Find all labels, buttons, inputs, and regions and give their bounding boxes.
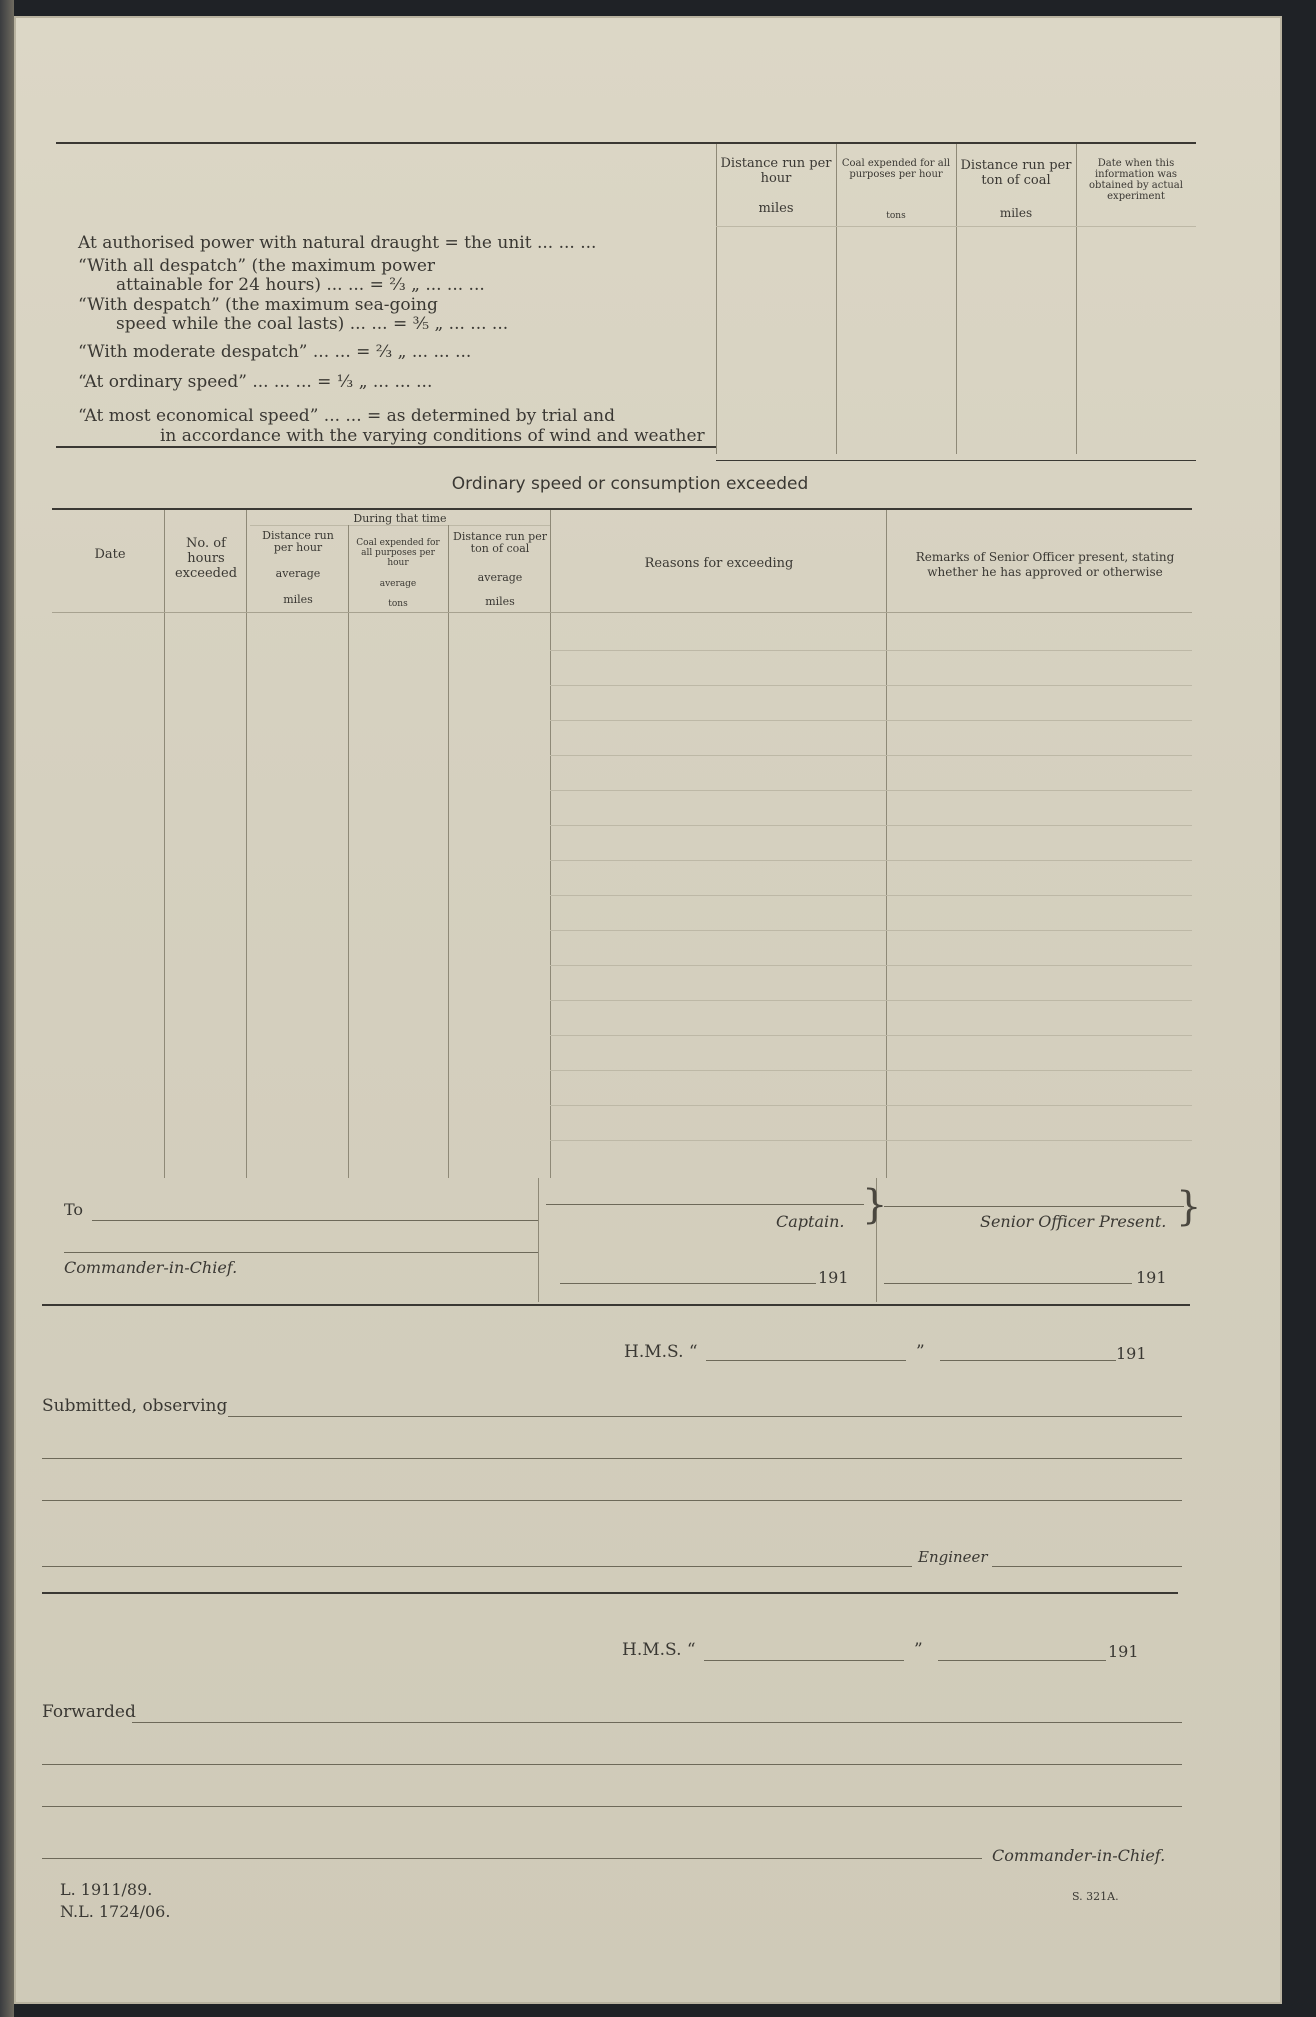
col-distance-run-unit: miles <box>283 593 313 606</box>
senior-officer-brace: } <box>1176 1184 1202 1230</box>
captain-brace: } <box>862 1182 888 1228</box>
forwarded-line-4[interactable] <box>42 1858 982 1859</box>
row-ordinary-speed: “At ordinary speed” ... ... ... = ⅓ „ ... ... ... <box>78 372 433 392</box>
forwarded-line-1[interactable] <box>132 1722 1182 1723</box>
header-distance-per-ton-unit: miles <box>999 206 1033 220</box>
forwarded-line-2[interactable] <box>42 1764 1182 1765</box>
col-coal-expended: Coal expended for all purposes per hour <box>356 538 440 568</box>
header-coal-expended-unit: tons <box>886 211 906 221</box>
forwarded-label: Forwarded <box>42 1702 136 1722</box>
hms-prefix-2: H.M.S. “ <box>622 1640 696 1660</box>
row-economical-speed-2: in accordance with the varying conditions of wind and weather <box>160 426 705 446</box>
hms-suffix-1: ” <box>916 1342 925 1362</box>
header-distance-per-ton: Distance run per ton of coal <box>960 158 1072 188</box>
commander-in-chief-label: Commander-in-Chief. <box>64 1258 238 1277</box>
submitted-line-4[interactable] <box>42 1566 912 1567</box>
footer-ref-1: L. 1911/89. <box>60 1880 153 1899</box>
col-distance-per-ton-unit: miles <box>485 595 515 608</box>
col-distance-per-ton-sub: average <box>477 571 523 584</box>
hms-year-2: 191 <box>1108 1642 1139 1661</box>
header-distance-per-hour: Distance run per hour <box>720 156 832 186</box>
hms-suffix-2: ” <box>914 1640 923 1660</box>
col-distance-run-sub: average <box>275 567 321 580</box>
captain-label: Captain. <box>776 1212 845 1231</box>
row-all-despatch-2: attainable for 24 hours) ... ... = ⅔ „ ... ... ... <box>116 275 485 295</box>
top-rule <box>56 142 1196 144</box>
to-label: To <box>64 1200 84 1219</box>
engineer-label: Engineer <box>918 1548 988 1566</box>
during-that-time-label: During that time <box>353 512 447 525</box>
footer-ref-2: N.L. 1724/06. <box>60 1902 171 1921</box>
row-despatch-2: speed while the coal lasts) ... ... = ⅗ „ ... ... ... <box>116 314 509 334</box>
hms-prefix-1: H.M.S. “ <box>624 1342 698 1362</box>
engineer-signature-line[interactable] <box>992 1566 1182 1567</box>
row-all-despatch-1: “With all despatch” (the maximum power <box>78 256 436 276</box>
page-edge <box>0 0 14 2017</box>
col-reasons: Reasons for exceeding <box>644 556 794 571</box>
hms-year-1: 191 <box>1116 1344 1147 1363</box>
header-date-obtained: Date when this information was obtained by actual experiment <box>1089 158 1183 202</box>
col-hours-exceeded: No. of hours exceeded <box>174 536 238 581</box>
col-distance-run: Distance run per hour <box>262 529 334 554</box>
forwarded-line-3[interactable] <box>42 1806 1182 1807</box>
header-coal-expended: Coal expended for all purposes per hour <box>841 158 951 180</box>
submitted-observing-label: Submitted, observing <box>42 1396 228 1416</box>
submitted-line-1[interactable] <box>228 1416 1182 1417</box>
section-title: Ordinary speed or consumption exceeded <box>451 474 809 494</box>
senior-officer-year: 191 <box>1136 1268 1167 1287</box>
row-economical-speed-1: “At most economical speed” ... ... = as determined by trial and <box>78 406 615 426</box>
col-coal-expended-sub: average <box>379 579 417 589</box>
col-date: Date <box>94 547 126 562</box>
row-moderate-despatch: “With moderate despatch” ... ... = ⅔ „ ... ... ... <box>78 342 472 362</box>
row-despatch-1: “With despatch” (the maximum sea-going <box>78 295 438 315</box>
header-distance-per-hour-unit: miles <box>758 201 794 216</box>
col-remarks: Remarks of Senior Officer present, stating whether he has approved or otherwise <box>915 550 1175 579</box>
captain-year: 191 <box>818 1268 849 1287</box>
col-coal-expended-unit: tons <box>388 599 408 609</box>
footer-code: S. 321A. <box>1072 1890 1119 1903</box>
submitted-line-2[interactable] <box>42 1458 1182 1459</box>
row-authorised-power: At authorised power with natural draught = the unit ... ... ... <box>78 233 597 253</box>
senior-officer-label: Senior Officer Present. <box>980 1212 1167 1231</box>
commander-final-label: Commander-in-Chief. <box>992 1846 1166 1865</box>
col-distance-per-ton: Distance run per ton of coal <box>453 530 547 555</box>
submitted-line-3[interactable] <box>42 1500 1182 1501</box>
